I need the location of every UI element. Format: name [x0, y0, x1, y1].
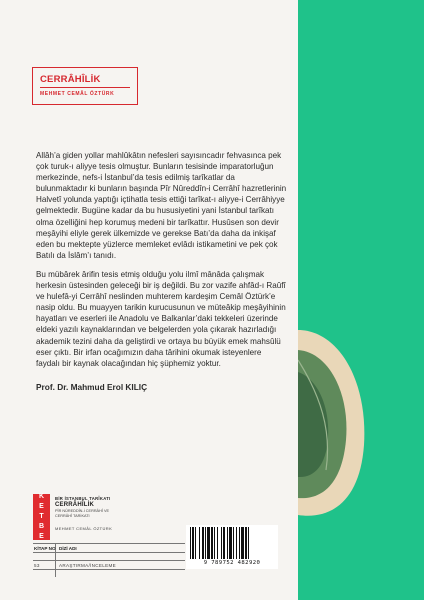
blurb-paragraph: Allâh’a giden yollar mahlûkâtın nefesleri sayısıncadır fehvasınca pek çok turuk-ı aliyye tesis olmuştur. Bunların tesisinde imparatorluğun merkezinde, nefs-i İstanbul’da tesis edilmiş tarîkatlar da bulunmaktadır ki bunların başında Pîr Nûreddîn-i Cerrâhî hazretlerinin Halvetî yolunda yaptığı içtihatla tesis ettiği tarîkat-ı aliyye-i Cerrâhiyye gelmektedir. Bugüne kadar da bu hususiyetini yani İstanbul tarîkatı olma özelliğini hep korumuş medeni bir tarîkattır. Husûsen son devir meşâyihi eliyle gerek ülkemizde ve gerekse Batı’da daha da inkişaf eden bu mektepte yüzlerce memleket evlâdı istikametini ve pek çok Batılı da İslâm’ı tanıdı.: [36, 151, 287, 260]
barcode-bar: [245, 527, 247, 559]
barcode-bar: [190, 527, 191, 559]
imprint-subtitle: PÎR NÛREDDÎN-İ CERRÂHÎ VE CERRÂHÎ TARİKATI: [55, 509, 110, 518]
barcode: [186, 525, 278, 569]
imprint-series: BİR İSTANBUL TARÎKATI: [55, 496, 111, 501]
book-author: MEHMET CEMÂL ÖZTÜRK: [40, 91, 115, 97]
book-number-label: KİTAP NO: [34, 545, 56, 551]
imprint-author: MEHMET CEMÂL ÖZTÜRK: [55, 526, 113, 531]
barcode-bar: [214, 527, 215, 559]
blurb: [36, 150, 287, 401]
series-name: ARAŞTIRMA/İNCELEME: [59, 562, 116, 568]
barcode-bar: [217, 527, 218, 559]
barcode-bar: [236, 527, 237, 559]
barcode-bars: [190, 527, 274, 559]
barcode-bar: [202, 527, 204, 559]
blurb-paragraph: Bu mübârek ârifin tesis etmiş olduğu yolu ilmî mânâda çalışmak herkesin üstesinden geleceği bir iş değildi. Bu zor vazife ahfâd-ı Raûfî ve hulefâ-yi Cerrâhî neslinden muhterem kardeşim Cemâl Öztürk’e nasip oldu. Bu muayyen tarikin kurucusunun ve müteâkip meşâyihinin hayatları ve eserleri ile Anadolu ve Balkanlar’daki tekkeleri üzerinde eldeki yazılı kaynaklarından ve belgelerden yola çıkarak hazırladığı akademik tezini daha da geliştirdi ve ortaya bu büyük emek mahsûlü eser çıktı. Bir irfan ocağımızın daha târihini okumak isteyenlere faydalı bir kaynak olacağından hiç şüphemiz yoktur.: [36, 269, 286, 368]
barcode-bar: [248, 527, 249, 559]
publisher-imprint: [33, 494, 185, 577]
title-box: [32, 67, 138, 105]
barcode-bar: [199, 527, 200, 559]
logo-letter: B: [38, 523, 45, 530]
barcode-bar: [192, 527, 194, 559]
book-number: 53: [34, 562, 40, 568]
barcode-bar: [233, 527, 234, 559]
book-title: CERRÂHÎLİK: [40, 74, 101, 85]
green-side-panel: [298, 0, 424, 600]
barcode-bar: [227, 527, 228, 559]
leaf-illustration: [298, 0, 424, 600]
barcode-bar: [195, 527, 196, 559]
isbn-number: 9 789752 482920: [203, 560, 261, 566]
publisher-logo: [33, 494, 50, 540]
barcode-bar: [229, 527, 232, 559]
barcode-bar: [221, 527, 222, 559]
logo-letter: E: [39, 533, 44, 540]
barcode-bar: [205, 527, 206, 559]
logo-letter: T: [39, 513, 44, 520]
title-divider: [40, 87, 130, 88]
blurb-signature: Prof. Dr. Mahmud Erol KILIÇ: [36, 381, 148, 392]
series-label: DİZİ ADI: [59, 545, 77, 551]
imprint-title: CERRÂHÎLİK: [55, 502, 94, 508]
barcode-bar: [239, 527, 240, 559]
logo-letter: K: [38, 493, 45, 500]
barcode-bar: [241, 527, 244, 559]
barcode-bar: [207, 527, 210, 559]
barcode-bar: [223, 527, 225, 559]
barcode-bar: [211, 527, 213, 559]
logo-letter: E: [39, 503, 44, 510]
